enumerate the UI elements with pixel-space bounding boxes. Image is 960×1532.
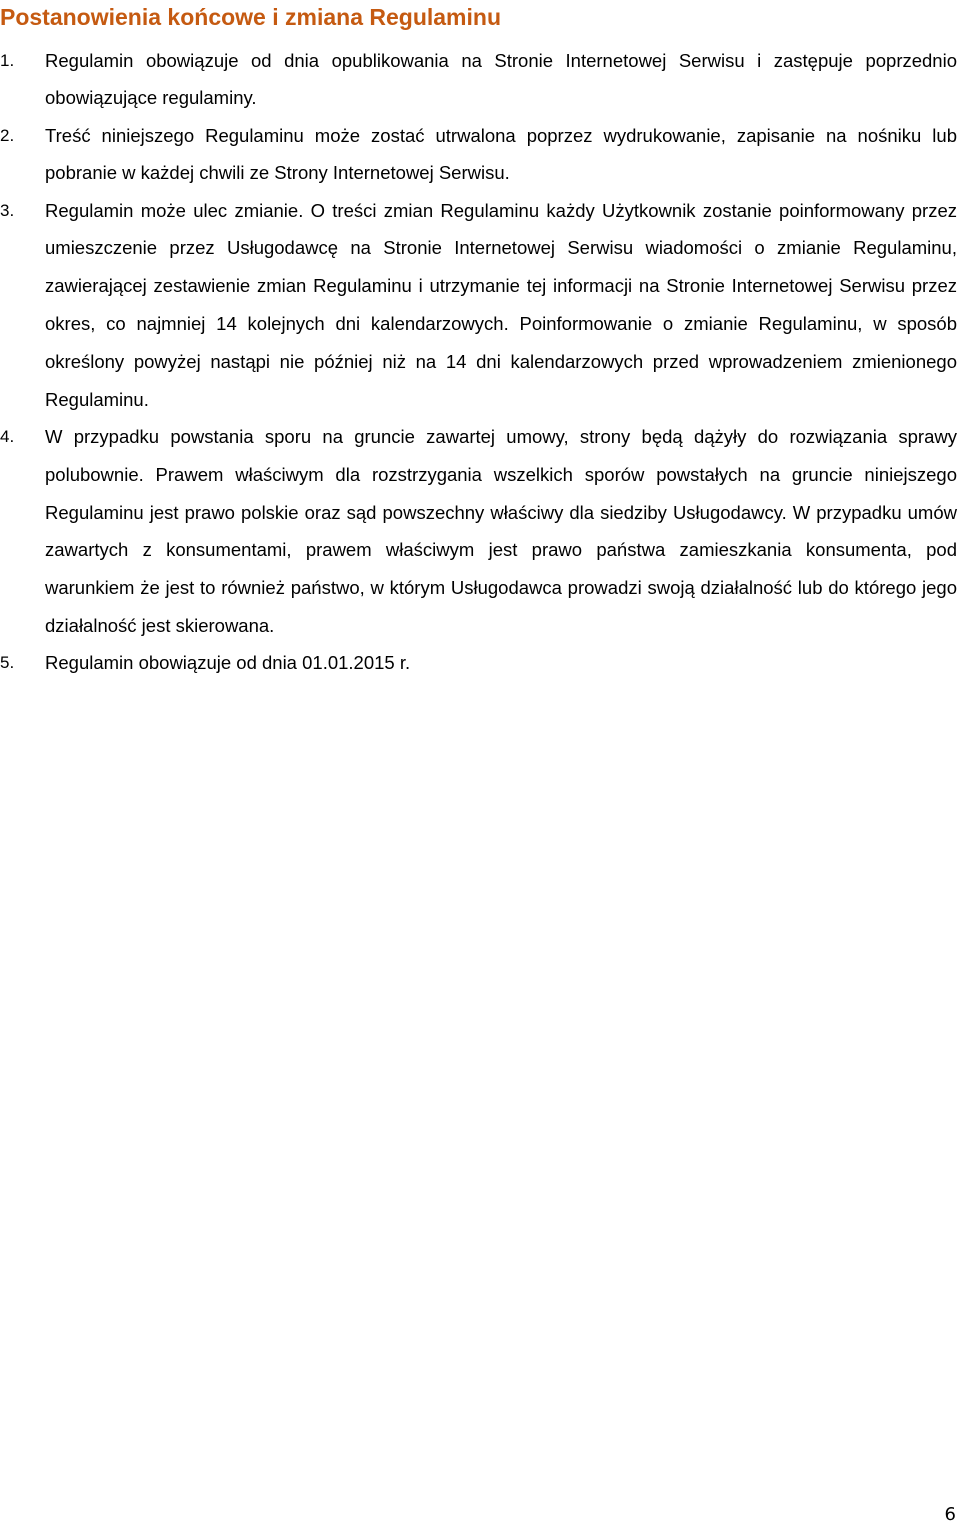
page-number: 6: [944, 1504, 956, 1525]
section-heading: Postanowienia końcowe i zmiana Regulaminu: [0, 4, 501, 30]
numbered-provisions-list: [0, 42, 957, 682]
list-item: [0, 418, 957, 645]
list-item: [0, 192, 957, 419]
list-item-text: W przypadku powstania sporu na gruncie zawartej umowy, strony będą dążyły do rozwiązania sprawy polubownie. Prawem właściwym dla rozstrzygania wszelkich sporów powstałych na gruncie niniejszego Regulaminu jest prawo polskie oraz sąd powszechny właściwy dla siedziby Usługodawcy. W przypadku umów zawartych z konsumentami, prawem właściwym jest prawo państwa zamieszkania konsumenta, pod warunkiem że jest to również państwo, w którym Usługodawca prowadzi swoją działalność lub do którego jego działalność jest skierowana.: [45, 425, 957, 636]
list-item-text: Regulamin obowiązuje od dnia opublikowania na Stronie Internetowej Serwisu i zastępuje poprzednio obowiązujące regulaminy.: [45, 49, 957, 109]
list-item-text: Treść niniejszego Regulaminu może zostać utrwalona poprzez wydrukowanie, zapisanie na nośniku lub pobranie w każdej chwili ze Strony Internetowej Serwisu.: [45, 124, 957, 184]
list-item: [0, 644, 957, 682]
list-item-number: 1.: [0, 50, 15, 70]
list-item-number: 2.: [0, 125, 15, 145]
list-item-number: 3.: [0, 200, 15, 220]
list-item-number: 4.: [0, 426, 15, 446]
list-item: [0, 42, 957, 118]
list-item: [0, 117, 957, 193]
list-item-number: 5.: [0, 653, 15, 673]
list-item-text: Regulamin obowiązuje od dnia 01.01.2015 r.: [45, 652, 411, 674]
list-item-text: Regulamin może ulec zmianie. O treści zmian Regulaminu każdy Użytkownik zostanie poinformowany przez umieszczenie przez Usługodawcę na Stronie Internetowej Serwisu wiadomości o zmianie Regulaminu, zawierającej zestawienie zmian Regulaminu i utrzymanie tej informacji na Stronie Internetowej Serwisu przez okres, co najmniej 14 kolejnych dni kalendarzowych. Poinformowanie o zmianie Regulaminu, w sposób określony powyżej nastąpi nie później niż na 14 dni kalendarzowych przed wprowadzeniem zmienionego Regulaminu.: [45, 199, 957, 410]
